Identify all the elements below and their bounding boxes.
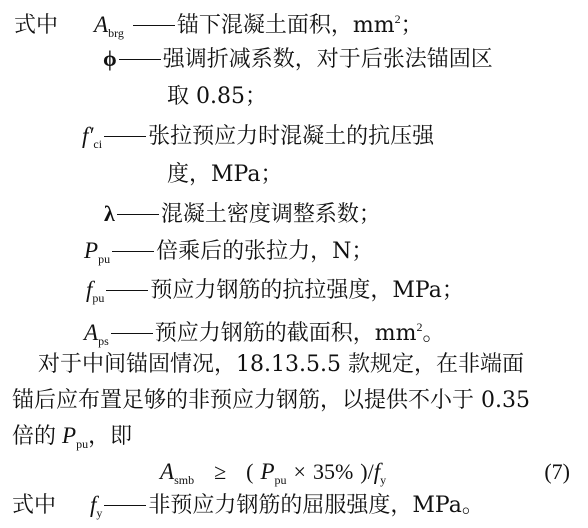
where-label: 式中 (14, 13, 59, 38)
em-dash (133, 25, 175, 26)
definition-lambda (104, 199, 381, 229)
em-dash (111, 333, 153, 334)
definition-text: 取 0.85； (167, 84, 267, 109)
em-dash (112, 251, 154, 252)
em-dash (104, 136, 146, 137)
definition-phi (103, 44, 493, 74)
subscript-ci: ci (93, 137, 103, 151)
paragraph-text: 对于中间锚固情况，18.13.5.5 款规定，在非端面 (38, 352, 524, 377)
definition-text: 锚下混凝土面积，mm (176, 13, 395, 38)
em-dash (117, 214, 159, 215)
subscript-pu: pu (92, 291, 105, 305)
where-label: 式中 (12, 493, 57, 518)
definition-tail: 。 (422, 321, 445, 346)
paragraph-line-2 (12, 386, 530, 416)
definition-p-pu (84, 236, 373, 266)
equation-number: (7) (544, 459, 570, 484)
definition-phi-continued (167, 82, 267, 112)
em-dash (119, 59, 161, 60)
superscript-2: 2 (416, 320, 423, 334)
em-dash (106, 290, 148, 291)
definition-a-ps (84, 312, 445, 348)
paragraph-line-3 (12, 421, 132, 451)
definition-f-y (12, 490, 484, 520)
symbol-a: A (160, 459, 175, 484)
symbol-a: A (94, 12, 109, 37)
definition-text: 倍乘后的张拉力，N； (156, 239, 374, 264)
symbol-lambda: λ (104, 201, 115, 226)
definition-f-ci (82, 121, 434, 151)
definition-tail: ； (400, 13, 423, 38)
symbol-a: A (84, 320, 99, 345)
slash: / (367, 459, 374, 484)
subscript-pu: pu (98, 252, 111, 266)
superscript-2: 2 (394, 12, 401, 26)
paragraph-tail: ，即 (88, 424, 133, 449)
definition-text: 张拉预应力时混凝土的抗压强 (148, 124, 435, 149)
symbol-f: f (373, 459, 381, 484)
symbol-p: P (260, 459, 275, 484)
subscript-y: y (96, 506, 103, 520)
paragraph-text: 倍的 (12, 424, 57, 449)
subscript-pu: pu (76, 437, 89, 451)
symbol-p: P (62, 423, 77, 448)
definition-text: 预应力钢筋的抗拉强度，MPa； (150, 278, 464, 303)
definition-f-ci-continued (167, 160, 282, 190)
symbol-phi: ϕ (103, 46, 117, 71)
percent-value: 35% (312, 459, 354, 484)
subscript-ps: ps (98, 334, 109, 348)
subscript-pu: pu (274, 473, 287, 487)
symbol-f: f (90, 492, 97, 517)
em-dash (104, 505, 146, 506)
subscript-y: y (380, 473, 387, 487)
times-sign: × (293, 459, 306, 484)
definition-text: 非预应力钢筋的屈服强度，MPa。 (148, 493, 484, 518)
definition-text: 强调折减系数，对于后张法锚固区 (162, 47, 493, 72)
open-paren: ( (246, 459, 254, 484)
subscript-brg: brg (108, 26, 124, 40)
relation-ge: ≥ (214, 459, 227, 484)
paragraph-text: 锚后应布置足够的非预应力钢筋，以提供不小于 0.35 (12, 388, 530, 413)
definition-text: 预应力钢筋的截面积，mm (154, 321, 417, 346)
paragraph-line-1 (38, 350, 524, 380)
subscript-smb: smb (174, 473, 195, 487)
symbol-p: P (84, 238, 99, 263)
definition-text: 度，MPa； (167, 162, 283, 187)
definition-a-brg (14, 4, 423, 40)
definition-f-pu (86, 275, 464, 305)
equation-7 (160, 457, 588, 487)
definition-text: 混凝土密度调整系数； (160, 202, 381, 227)
close-paren: ) (360, 459, 368, 484)
symbol-f-prime: f′ (82, 123, 94, 148)
symbol-f: f (86, 277, 93, 302)
